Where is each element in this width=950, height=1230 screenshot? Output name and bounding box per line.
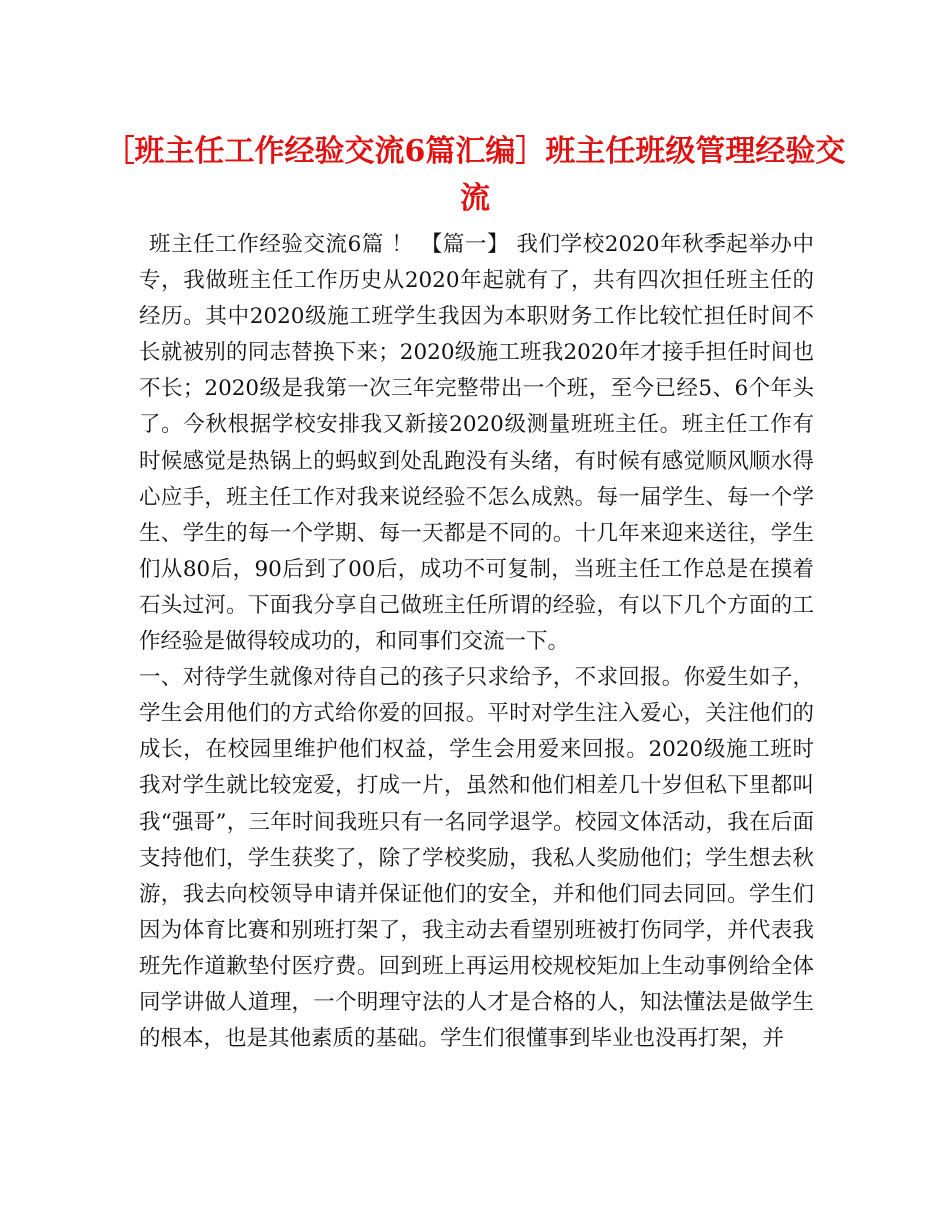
document-body (139, 227, 814, 1057)
paragraph-section-one: 一、对待学生就像对待自己的孩子只求给予，不求回报。你爱生如子，学生会用他们的方式给你爱的回报。平时对学生注入爱心，关注他们的成长，在校园里维护他们权益，学生会用爱来回报。2020级施工班时我对学生就比较宠爱，打成一片，虽然和他们相差几十岁但私下里都叫我“强哥”，三年时间我班只有一名同学退学。校园文体活动，我在后面支持他们，学生获奖了，除了学校奖励，我私人奖励他们；学生想去秋游，我去向校领导申请并保证他们的安全，并和他们同去同回。学生们因为体育比赛和别班打架了，我主动去看望别班被打伤同学，并代表我班先作道歉垫付医疗费。回到班上再运用校规校矩加上生动事例给全体同学讲做人道理，一个明理守法的人才是合格的人，知法懂法是做学生的根本，也是其他素质的基础。学生们很懂事到毕业也没再打架，并 (139, 665, 814, 1052)
paragraph-intro: 班主任工作经验交流6篇 ！ 【篇一】 我们学校2020年秋季起举办中专，我做班主任工作历史从2020年起就有了，共有四次担任班主任的经历。其中2020级施工班学生我因为本职财务工作比较忙担任时间不长就被别的同志替换下来；2020级施工班我2020年才接手担任时间也不长；2020级是我第一次三年完整带出一个班，至今已经5、6个年头了。今秋根据学校安排我又新接2020级测量班班主任。班主任工作有时候感觉是热锅上的蚂蚁到处乱跑没有头绪，有时候有感觉顺风顺水得心应手，班主任工作对我来说经验不怎么成熟。每一届学生、每一个学生、学生的每一个学期、每一天都是不同的。十几年来迎来送往，学生们从80后，90后到了00后，成功不可复制，当班主任工作总是在摸着石头过河。下面我分享自己做班主任所谓的经验，有以下几个方面的工作经验是做得较成功的，和同事们交流一下。 (139, 232, 814, 655)
document-title: ［班主任工作经验交流6篇汇编］班主任班级管理经验交流 (104, 134, 846, 216)
